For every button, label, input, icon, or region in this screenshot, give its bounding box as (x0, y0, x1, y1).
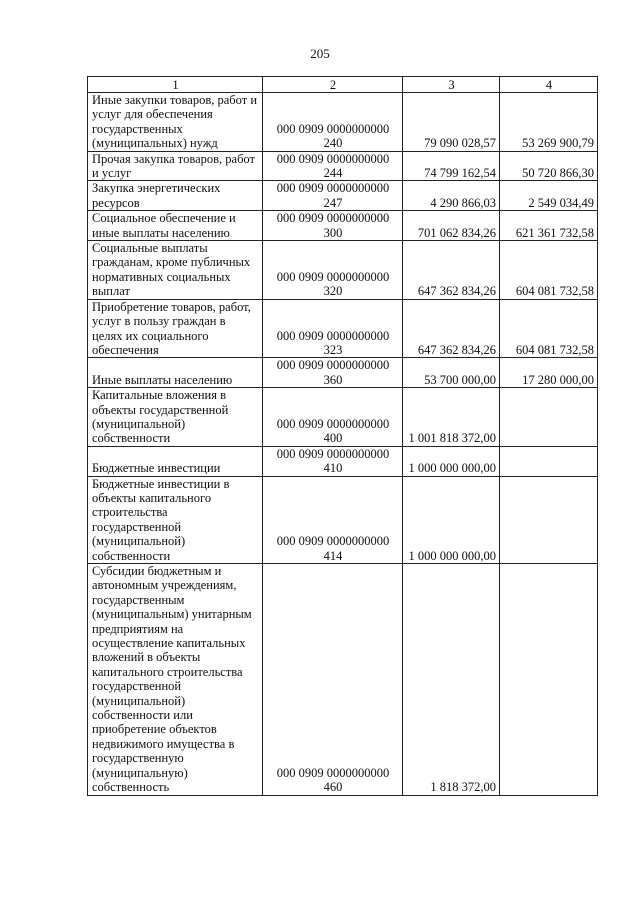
code-type: 414 (323, 548, 343, 563)
column-header-3: 3 (403, 77, 500, 93)
row-name: Бюджетные инвестиции в объекты капитального строительства государственной (муниципальной) собственности (88, 476, 263, 563)
row-sum-2: 604 081 732,58 (500, 299, 598, 358)
column-header-4: 4 (500, 77, 598, 93)
table-row (88, 211, 598, 241)
code-main: 000 0909 0000000000 (276, 151, 390, 166)
row-name: Социальное обеспечение и иные выплаты населению (88, 211, 263, 241)
row-name: Социальные выплаты гражданам, кроме публичных нормативных социальных выплат (88, 241, 263, 300)
table-row (88, 476, 598, 563)
row-sum-1: 1 818 372,00 (403, 564, 500, 796)
column-header-2: 2 (263, 77, 403, 93)
row-code (263, 358, 403, 388)
header-row (88, 77, 598, 93)
table-row (88, 299, 598, 358)
row-code (263, 299, 403, 358)
row-code (263, 93, 403, 152)
row-sum-1: 4 290 866,03 (403, 181, 500, 211)
row-sum-2 (500, 476, 598, 563)
code-main: 000 0909 0000000000 (276, 328, 390, 343)
row-sum-1: 74 799 162,54 (403, 151, 500, 181)
row-name: Иные выплаты населению (88, 358, 263, 388)
row-name: Закупка энергетических ресурсов (88, 181, 263, 211)
row-code (263, 181, 403, 211)
code-type: 240 (323, 136, 343, 151)
code-main: 000 0909 0000000000 (276, 269, 390, 284)
code-main: 000 0909 0000000000 (276, 211, 390, 226)
code-type: 320 (323, 284, 343, 299)
column-header-1: 1 (88, 77, 263, 93)
table-row (88, 564, 598, 796)
row-name: Капитальные вложения в объекты государственной (муниципальной) собственности (88, 388, 263, 447)
code-type: 300 (323, 225, 343, 240)
table-row (88, 93, 598, 152)
row-sum-1: 701 062 834,26 (403, 211, 500, 241)
code-type: 460 (323, 780, 343, 795)
code-type: 247 (323, 195, 343, 210)
table-row (88, 358, 598, 388)
code-main: 000 0909 0000000000 (276, 416, 390, 431)
row-code (263, 211, 403, 241)
row-sum-1: 1 000 000 000,00 (403, 446, 500, 476)
code-type: 360 (323, 372, 343, 387)
table-row (88, 151, 598, 181)
row-code (263, 151, 403, 181)
row-sum-2 (500, 564, 598, 796)
row-code (263, 388, 403, 447)
row-name: Приобретение товаров, работ, услуг в пользу граждан в целях их социального обеспечения (88, 299, 263, 358)
table-row (88, 446, 598, 476)
row-name: Субсидии бюджетным и автономным учреждениям, государственным (муниципальным) унитарным предприятиям на осуществление капитальных вложений в объекты капитального строительства государственной (муниципальной) собственности или приобретение объектов недвижимого имущества в государственную (муниципальную) собственность (88, 564, 263, 796)
row-code (263, 564, 403, 796)
row-sum-2: 50 720 866,30 (500, 151, 598, 181)
code-main: 000 0909 0000000000 (276, 765, 390, 780)
row-sum-2: 621 361 732,58 (500, 211, 598, 241)
code-main: 000 0909 0000000000 (276, 446, 390, 461)
row-sum-1: 79 090 028,57 (403, 93, 500, 152)
table-row (88, 181, 598, 211)
row-name: Прочая закупка товаров, работ и услуг (88, 151, 263, 181)
row-name: Иные закупки товаров, работ и услуг для обеспечения государственных (муниципальных) нужд (88, 93, 263, 152)
row-sum-1: 1 001 818 372,00 (403, 388, 500, 447)
code-type: 400 (323, 431, 343, 446)
row-code (263, 241, 403, 300)
row-sum-2: 604 081 732,58 (500, 241, 598, 300)
row-sum-2: 17 280 000,00 (500, 358, 598, 388)
code-type: 244 (323, 166, 343, 181)
code-main: 000 0909 0000000000 (276, 358, 390, 373)
table-row (88, 241, 598, 300)
row-sum-2: 53 269 900,79 (500, 93, 598, 152)
row-code (263, 476, 403, 563)
code-type: 323 (323, 342, 343, 357)
row-sum-2: 2 549 034,49 (500, 181, 598, 211)
row-code (263, 446, 403, 476)
budget-table (87, 76, 598, 796)
row-name: Бюджетные инвестиции (88, 446, 263, 476)
row-sum-1: 647 362 834,26 (403, 241, 500, 300)
row-sum-1: 53 700 000,00 (403, 358, 500, 388)
page-number: 205 (310, 46, 330, 61)
row-sum-2 (500, 446, 598, 476)
code-main: 000 0909 0000000000 (276, 534, 390, 549)
row-sum-1: 1 000 000 000,00 (403, 476, 500, 563)
row-sum-1: 647 362 834,26 (403, 299, 500, 358)
row-sum-2 (500, 388, 598, 447)
table-row (88, 388, 598, 447)
code-type: 410 (323, 461, 343, 476)
code-main: 000 0909 0000000000 (276, 121, 390, 136)
code-main: 000 0909 0000000000 (276, 181, 390, 196)
